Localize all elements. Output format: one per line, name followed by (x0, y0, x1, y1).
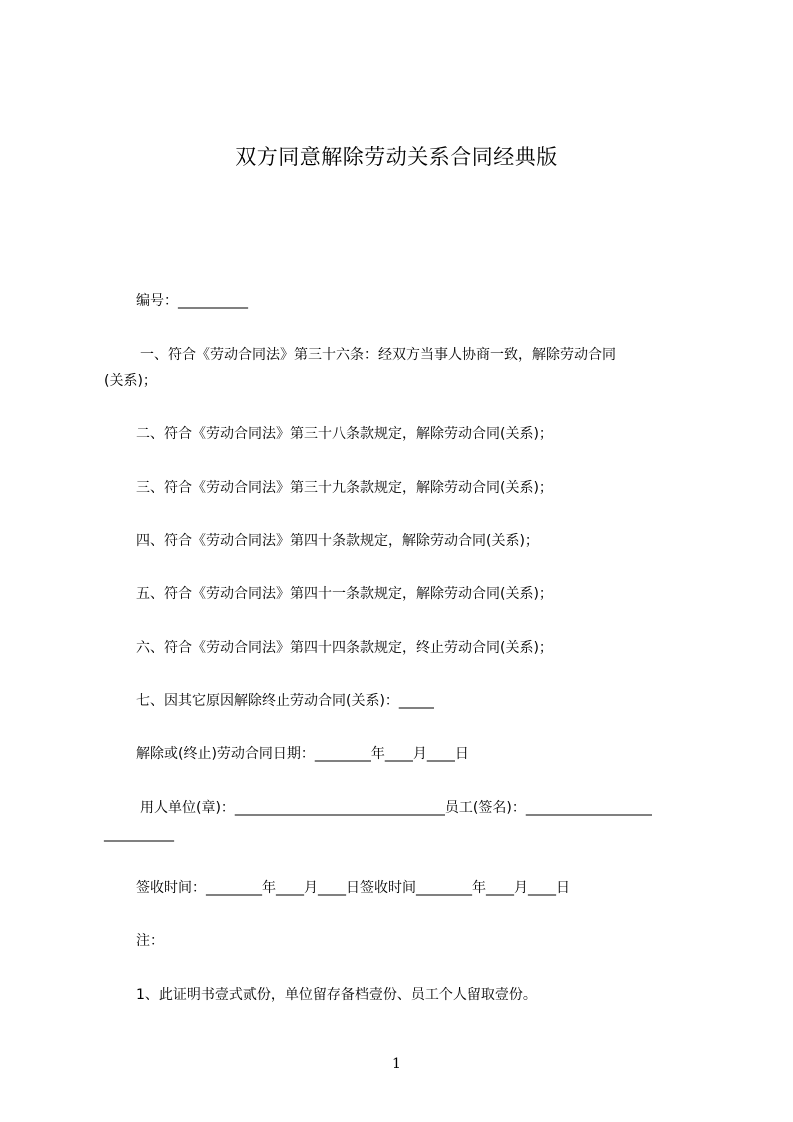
page-number: 1 (392, 1056, 401, 1072)
document-title: 双方同意解除劳动关系合同经典版 (235, 145, 558, 169)
termination-date-line: 解除或(终止)劳动合同日期：________年____月____日 (136, 746, 469, 762)
clause-4: 四、符合《劳动合同法》第四十条款规定，解除劳动合同(关系)； (136, 533, 539, 549)
signature-line-2: __________ (104, 826, 174, 842)
clause-1-line-2: (关系)； (104, 373, 157, 389)
clause-7: 七、因其它原因解除终止劳动合同(关系)：_____ (136, 693, 434, 709)
clause-3: 三、符合《劳动合同法》第三十九条款规定，解除劳动合同(关系)； (136, 480, 553, 496)
serial-number-line: 编号：__________ (136, 293, 248, 309)
signature-line-1: 用人单位(章)：______________________________员工(签名)：__________________ (140, 800, 652, 816)
clause-5: 五、符合《劳动合同法》第四十一条款规定，解除劳动合同(关系)； (136, 586, 553, 602)
clause-1-line-1: 一、符合《劳动合同法》第三十六条：经双方当事人协商一致，解除劳动合同 (140, 347, 616, 363)
receipt-time-line: 签收时间：________年____月____日签收时间________年____月____日 (136, 880, 570, 896)
clause-6: 六、符合《劳动合同法》第四十四条款规定，终止劳动合同(关系)； (136, 640, 553, 656)
note-1: 1、此证明书壹式贰份，单位留存备档壹份、员工个人留取壹份。 (136, 987, 537, 1003)
clause-2: 二、符合《劳动合同法》第三十八条款规定，解除劳动合同(关系)； (136, 426, 553, 442)
note-heading: 注： (136, 933, 164, 949)
